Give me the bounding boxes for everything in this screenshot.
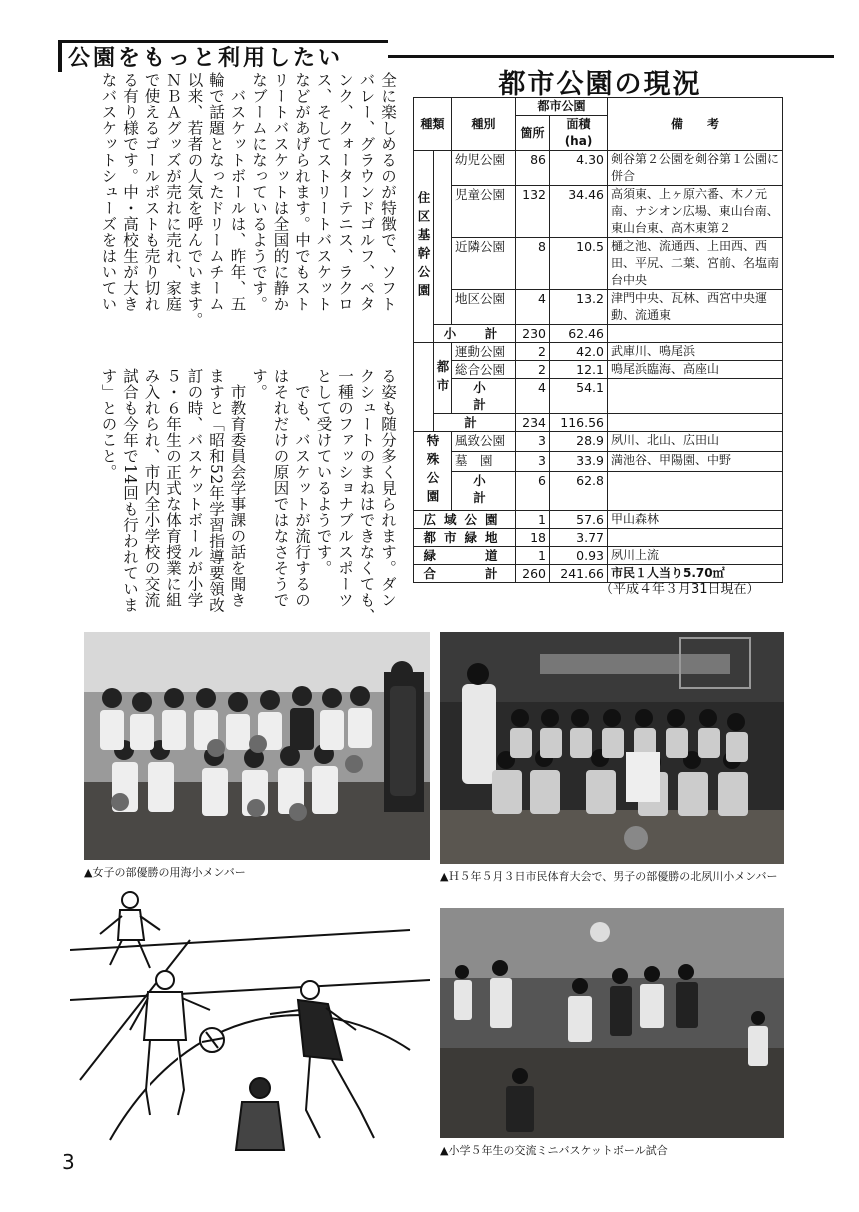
article-line: ＮＢＡグッズが売れに売れ、家庭 (164, 72, 182, 312)
table-header-row (414, 98, 783, 116)
row-count: 8 (516, 238, 550, 290)
row-area: 0.93 (550, 547, 608, 565)
header-area: 面積(ha) (550, 116, 608, 151)
row-note: 津門中央、瓦林、西宮中央運動、流通東 (608, 290, 783, 325)
caption-game: ▲小学５年生の交流ミニバスケットボール試合 (440, 1144, 668, 1157)
table-footnote: （平成４年３月31日現在） (600, 582, 760, 597)
basketball-illustration (70, 880, 430, 1160)
header-type: 種別 (452, 98, 516, 151)
row-area: 116.56 (550, 414, 608, 432)
article-line: 一種のファッショナブルスポーツ (336, 368, 354, 608)
article-line: す。 (250, 368, 268, 400)
group-special: 特殊公園 (414, 432, 452, 511)
row-count: 86 (516, 151, 550, 186)
article-line: 市教育委員会学事課の話を聞き (228, 368, 247, 608)
article-line: 全に楽しめるのが特徴で、ソフト (379, 72, 397, 312)
article-line: バレー、グラウンドゴルフ、ペタ (357, 72, 376, 312)
row-name: 地区公園 (452, 290, 516, 325)
article-line: バスケットボールは、昨年、五 (228, 72, 247, 312)
row-name: 都市緑地 (414, 529, 516, 547)
photo-game-image (440, 908, 784, 1138)
caption-boys: ▲Ｈ５年５月３日市民体育大会で、男子の部優勝の北夙川小メンバー (440, 870, 778, 883)
article-line: なブームになっているようです。 (250, 72, 268, 312)
article-line: でも、バスケットが流行するの (293, 368, 311, 608)
article-line: る有り様です。中・高校生が大き (121, 72, 139, 312)
row-name: 小 計 (452, 472, 516, 511)
article-line: なバスケットシューズをはいてい (99, 72, 118, 312)
article-line: み入れられ、市内全小学校の交流 (142, 368, 161, 608)
row-note: 夙川上流 (608, 547, 783, 565)
group-residential: 住区基幹公園 (414, 151, 434, 343)
article-line: などがあげられます。中でもスト (293, 72, 311, 312)
row-count: 2 (516, 343, 550, 361)
row-note: 鳴尾浜臨海、高座山 (608, 361, 783, 379)
table-row (414, 325, 783, 343)
row-name: 風致公園 (452, 432, 516, 452)
table-row (414, 290, 783, 325)
article-line: リートバスケットは全国的に静か (271, 72, 290, 312)
row-name: 児童公園 (452, 186, 516, 238)
row-count: 132 (516, 186, 550, 238)
row-name: 計 (434, 414, 516, 432)
row-count: 260 (516, 565, 550, 583)
row-count: 1 (516, 511, 550, 529)
header-note: 備 考 (608, 98, 783, 151)
row-area: 10.5 (550, 238, 608, 290)
photo-boys-team (440, 632, 784, 864)
row-count: 18 (516, 529, 550, 547)
table-row (414, 379, 783, 414)
article-upper-column (70, 72, 398, 362)
row-count: 4 (516, 379, 550, 414)
article-line: す」とのこと。 (99, 368, 118, 480)
table-row (414, 238, 783, 290)
row-area: 33.9 (550, 452, 608, 472)
table-row (414, 414, 783, 432)
row-name: 小 計 (434, 325, 516, 343)
article-lower-column (70, 368, 398, 624)
row-count: 3 (516, 432, 550, 452)
row-note: 甲山森林 (608, 511, 783, 529)
row-name: 合 計 (414, 565, 516, 583)
row-count: 4 (516, 290, 550, 325)
table-title: 都市公園の現況 (498, 69, 702, 100)
basketball-drawing (70, 880, 430, 1160)
table-row (414, 529, 783, 547)
row-note: 武庫川、鳴尾浜 (608, 343, 783, 361)
row-area: 54.1 (550, 379, 608, 414)
article-line: 以来、若者の人気を呼んでいます。 (185, 72, 204, 328)
photo-game (440, 908, 784, 1138)
row-area: 3.77 (550, 529, 608, 547)
photo-boys-team-image (440, 632, 784, 864)
article-line: として受けているようです。 (314, 368, 333, 576)
parks-table (413, 97, 783, 583)
row-area: 241.66 (550, 565, 608, 583)
table-row (414, 547, 783, 565)
row-note: 高須東、上ヶ原六番、木ノ元南、ナシオン広場、東山台南、東山台東、高木東第２ (608, 186, 783, 238)
article-line: ５・６年生の正式な体育授業に組 (164, 368, 182, 608)
table-row (414, 472, 783, 511)
caption-girls: ▲女子の部優勝の用海小メンバー (84, 866, 246, 879)
article-line: 試合も今年で14回も行われていま (121, 368, 139, 613)
row-name: 総合公園 (452, 361, 516, 379)
row-name: 運動公園 (452, 343, 516, 361)
row-note: 樋之池、流通西、上田西、西田、平尻、二葉、宮前、名塩南台中央 (608, 238, 783, 290)
row-name: 幼児公園 (452, 151, 516, 186)
article-line: クシュートのまねはできなくても、 (357, 368, 376, 624)
article-line: 輪で話題となったドリームチーム (207, 72, 225, 312)
table-row (414, 361, 783, 379)
row-area: 34.46 (550, 186, 608, 238)
table-row (414, 511, 783, 529)
table-row (414, 186, 783, 238)
article-line: 訂の時、バスケットボールが小学 (185, 368, 204, 608)
row-area: 13.2 (550, 290, 608, 325)
article-line: る姿も随分多く見られます。ダン (379, 368, 397, 608)
table-row (414, 151, 783, 186)
photo-girls-team-image (84, 632, 430, 860)
row-name: 広域公園 (414, 511, 516, 529)
section-title: 公園をもっと利用したい (58, 40, 388, 72)
row-count: 3 (516, 452, 550, 472)
row-area: 28.9 (550, 432, 608, 452)
table-row (414, 432, 783, 452)
article-line: ンク、クォーターテニス、ラクロ (336, 72, 354, 312)
header-kind: 種類 (414, 98, 452, 151)
article-line: ス、そしてストリートバスケット (314, 72, 333, 312)
row-note: 市民１人当り5.70㎡ (608, 565, 783, 583)
row-note: 夙川、北山、広田山 (608, 432, 783, 452)
table-row (414, 343, 783, 361)
table-row (414, 452, 783, 472)
row-name: 墓 園 (452, 452, 516, 472)
row-name: 小 計 (452, 379, 516, 414)
header-count: 箇所 (516, 116, 550, 151)
row-area: 62.46 (550, 325, 608, 343)
row-count: 234 (516, 414, 550, 432)
article-line: ますと「昭和52年学習指導要領改 (207, 368, 225, 613)
title-rule (388, 55, 834, 58)
row-area: 4.30 (550, 151, 608, 186)
row-note: 剣谷第２公園を剣谷第１公園に併合 (608, 151, 783, 186)
photo-girls-team (84, 632, 430, 860)
article-line: はそれだけの原因ではなさそうで (271, 368, 290, 608)
page-number: 3 (62, 1150, 75, 1174)
row-area: 57.6 (550, 511, 608, 529)
row-name: 近隣公園 (452, 238, 516, 290)
row-count: 6 (516, 472, 550, 511)
article-line: で使えるゴールポストも売り切れ (142, 72, 161, 312)
row-note: 満池谷、甲陽園、中野 (608, 452, 783, 472)
row-area: 62.8 (550, 472, 608, 511)
row-count: 230 (516, 325, 550, 343)
row-name: 緑 道 (414, 547, 516, 565)
row-area: 12.1 (550, 361, 608, 379)
row-area: 42.0 (550, 343, 608, 361)
group-city: 都市 (434, 343, 452, 414)
row-count: 2 (516, 361, 550, 379)
header-group: 都市公園 (516, 98, 608, 116)
row-count: 1 (516, 547, 550, 565)
